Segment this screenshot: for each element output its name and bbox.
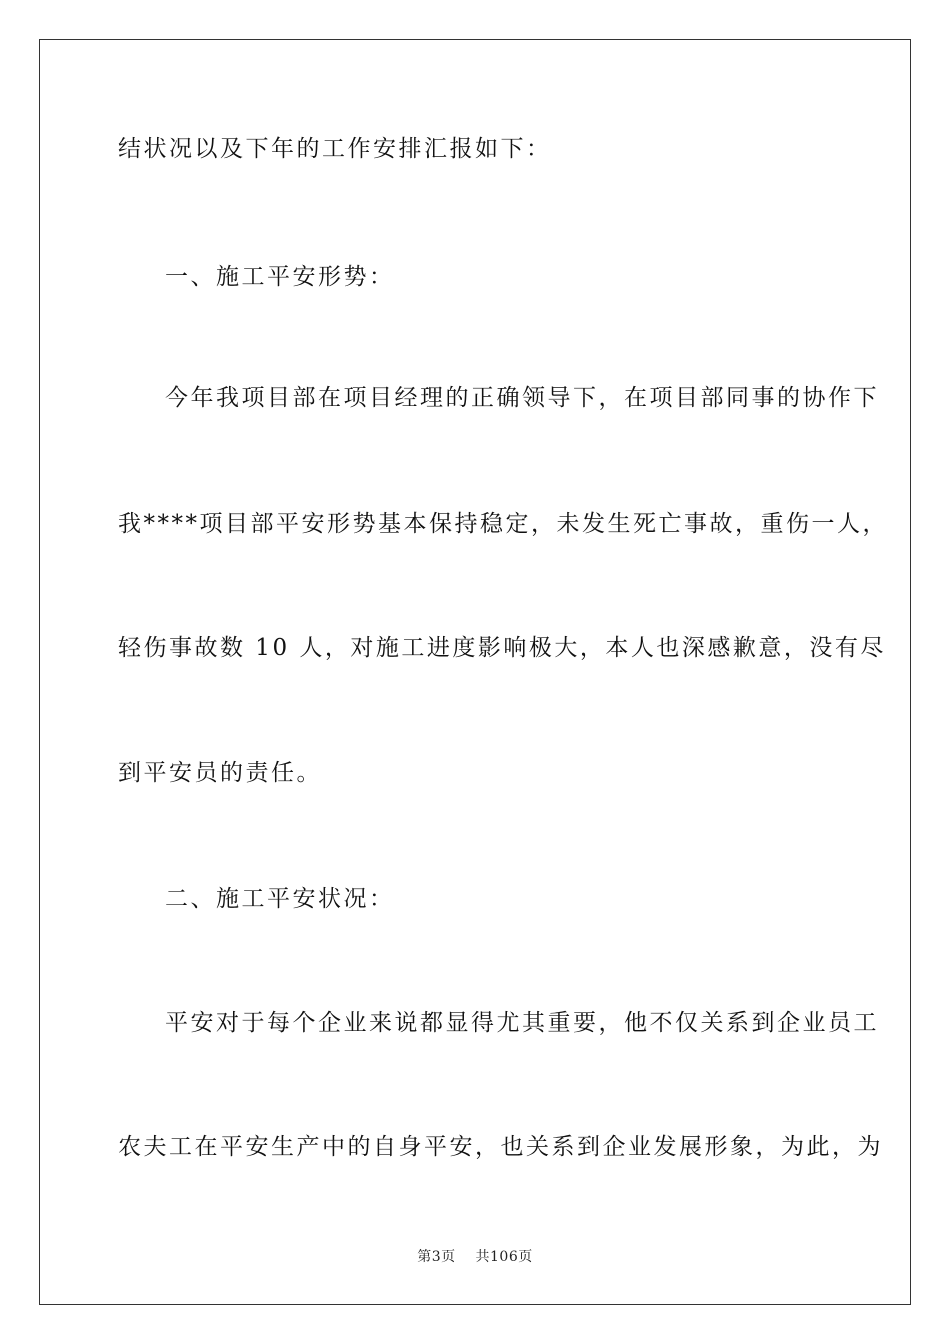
paragraph-line-1: 结状况以及下年的工作安排汇报如下： [118, 136, 552, 162]
paragraph-line-7: 农夫工在平安生产中的自身平安，也关系到企业发展形象，为此，为 [118, 1134, 883, 1160]
page-total: 共106页 [475, 1249, 533, 1265]
section-heading-1: 一、施工平安形势： [165, 264, 395, 290]
paragraph-line-3: 我****项目部平安形势基本保持稳定，未发生死亡事故，重伤一人， [118, 511, 888, 537]
page-number: 第3页 [417, 1249, 456, 1265]
paragraph-line-2: 今年我项目部在项目经理的正确领导下，在项目部同事的协作下 [165, 385, 879, 411]
section-heading-2: 二、施工平安状况： [165, 886, 395, 912]
page-border [39, 39, 911, 1305]
paragraph-line-6: 平安对于每个企业来说都显得尤其重要，他不仅关系到企业员工 [165, 1010, 879, 1036]
paragraph-line-4: 轻伤事故数 10 人，对施工进度影响极大，本人也深感歉意，没有尽 [118, 635, 886, 661]
paragraph-line-5: 到平安员的责任。 [118, 760, 322, 786]
page-footer [0, 1247, 950, 1267]
